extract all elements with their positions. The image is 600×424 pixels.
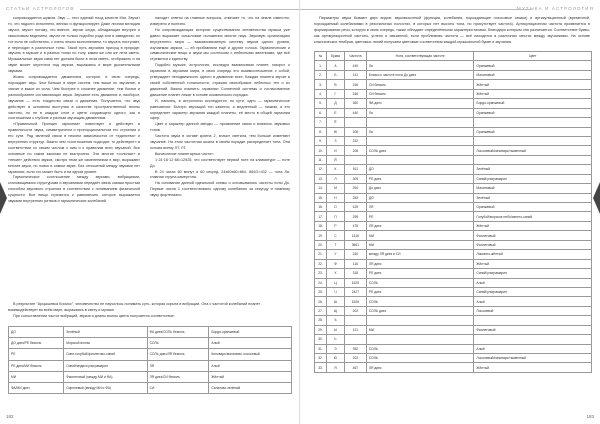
table-cell: Голубой/морское небо/светло-синий [474, 212, 592, 221]
table-cell: ЛЯ [366, 203, 474, 212]
table-row [9, 360, 292, 371]
table-cell: 478 [344, 221, 366, 230]
table-cell: Сине-голубой/фиолетово-синий [64, 349, 147, 360]
table-cell: Д [326, 99, 344, 108]
table-cell: ЛЯ диез [366, 221, 474, 230]
paragraph: При сопоставлении частот вибраций, звуков и длины волны цвета получается соответствие: [13, 313, 175, 318]
table-cell: Синий/ультрамарин [474, 174, 592, 183]
paragraph: На основании данной идеальной схемы и основывались частоты ноты До. Первые числа 1 соответствовало одному колебанию за секунду и нижнему звуку фортепиано. [150, 181, 290, 198]
table-cell: ДО диез/РЕ бемоль [9, 338, 64, 349]
paragraph: В результате "Арцышевка Космос", человечество не научилось понимать суть, которая скрыта в вибрации. Она с частотой колебаний планет взаимодействует во всём мире, выражаясь в свету и музыке. [8, 302, 261, 312]
table-cell: ФА диез [366, 99, 474, 108]
table-cell: между ЛЯ диез и СИ [366, 250, 474, 259]
table-cell: Лососевый [474, 306, 592, 315]
table-cell: 121 [344, 325, 366, 334]
table-cell: 33. [315, 363, 327, 372]
table-cell [366, 335, 474, 344]
table-cell: Ф [326, 259, 344, 268]
table-row [9, 382, 292, 393]
table-cell: Малиновый [474, 70, 592, 79]
table-cell: 30. [315, 335, 327, 344]
paragraph: Цвет и характер данной звёзды — проявление связи и влияния, звуковых тонов. [150, 122, 290, 133]
table-cell: 9. [315, 136, 327, 145]
table-cell: Лососевый/киноварь/тыквенный [474, 146, 592, 155]
table-cell: И [326, 146, 344, 155]
table-cell: М [326, 184, 344, 193]
table-cell: 23. [315, 269, 327, 278]
table-cell: У [326, 250, 344, 259]
table-cell: Бордо-оранжевый [209, 327, 292, 338]
table-cell: Близко к частоте ноты До диез [366, 70, 474, 79]
table-cell: 208 [344, 146, 366, 155]
table-cell: МИ [366, 231, 474, 240]
table-cell: Сиреневый (между МИ и ФА) [64, 382, 147, 393]
table-cell: Й [326, 155, 344, 164]
table-cell: 27. [315, 306, 327, 315]
table-cell: 26. [315, 297, 327, 306]
table-cell: Бордо-оранжевый [474, 99, 592, 108]
table-row [315, 127, 592, 136]
table-cell: 14. [315, 184, 327, 193]
table-row [315, 269, 592, 278]
table-cell: СОЛЬ диез [366, 306, 474, 315]
table-row [315, 184, 592, 193]
table-cell: 13. [315, 174, 327, 183]
table-row [315, 240, 592, 249]
right-intro-text [314, 16, 590, 46]
table-row [315, 108, 592, 117]
table-row [315, 203, 592, 212]
column-header: Буква [326, 52, 344, 61]
table-cell: 141 [344, 70, 366, 79]
table-cell [344, 155, 366, 164]
table-cell: 12. [315, 165, 327, 174]
paragraph: Параметры звука бывают двух видов: звуковысотный (функция, колебания, порождающие голосовые связки) и артикуляционный (временной, порождаемый колебаниями в резонансных полостях, в которых нет высоты тона, но присутствует частота). Артикуляционная частота проявляется в формировании речи, которую в свою очередь, также обладает определёнными характеристиками, благодаря которым она различается. Соответствие буквы, как артикуляционной частоты, углено и связанной, если проблемная частота — всё находится в различных местах между звучаниями. На основе классических тембров, цветовых линий получаем цветовые соответствия каждой музыкальной букве и звучания. [314, 16, 590, 44]
table-cell: ЛЯ диез [366, 363, 474, 372]
table-row [315, 306, 592, 315]
column-header: Цвет [474, 52, 592, 61]
table-cell: 1. [315, 61, 327, 70]
table-cell: 3661 [344, 240, 366, 249]
table-cell: Ц [326, 278, 344, 287]
table-cell: Н [326, 193, 344, 202]
table-cell: Оранжевый [474, 108, 592, 117]
letter-frequency-table [314, 51, 592, 373]
table-row [315, 70, 592, 79]
table-row [315, 80, 592, 89]
paragraph: Но сопровождающая историю существования человечества музыка уже давно выражает смысловые положения многих наук. Звуковую организацию внутреннего мира — взаимосвязанную систему звуков одного уровня, изучаемая звуком, — ей прибавляли ещё и другие голоса. Гармонические и символические вещи и звуки мы соотносим с небесными явлениями, где всё стремится к единству. [150, 27, 290, 62]
table-cell: 24. [315, 278, 327, 287]
table-row [315, 193, 592, 202]
table-cell: РЕ диез [366, 269, 474, 278]
table-cell: МИ [366, 240, 474, 249]
header-rule-right [300, 9, 530, 10]
running-header-right: МУЗЫКА И АСТРОЛОГИЯ [516, 6, 594, 11]
table-cell: Жёлтый [474, 363, 592, 372]
table-cell: Т [326, 240, 344, 249]
table-cell: 10. [315, 146, 327, 155]
table-cell [474, 335, 592, 344]
table-cell: 15. [315, 193, 327, 202]
table-cell: СОЛЬ [366, 278, 474, 287]
table-row [315, 212, 592, 221]
table-cell: Э [326, 344, 344, 353]
table-cell: 202 [344, 306, 366, 315]
paragraph: И, наконец, в астрологии исследуется, по сути, одно — гармоническое равновесие. Быстро звучащий тон кажется, а медленный — низким, и это определяет характер звучания каждой планеты, её место в общей гармонии сфер. [150, 98, 290, 121]
paragraph: находит ответы на главные вопросы, отвечает то, что на земле известно, измерено и полезно. [150, 16, 290, 26]
table-cell: СОЛЬ диез [366, 146, 474, 155]
table-cell: 22. [315, 259, 327, 268]
table-cell: 20. [315, 240, 327, 249]
table-cell: 28. [315, 316, 327, 325]
table-cell: 3. [315, 80, 327, 89]
table-cell: Алый [474, 297, 592, 306]
table-cell: 25. [315, 287, 327, 296]
table-cell: 5. [315, 99, 327, 108]
table-cell [344, 118, 366, 127]
table-cell: РЕ [9, 349, 64, 360]
table-cell: 392 [344, 344, 366, 353]
table-row [9, 371, 292, 382]
table-cell: В [326, 80, 344, 89]
table-cell: СОЛЬ [366, 354, 474, 363]
table-cell: Жёлтый [474, 89, 592, 98]
table-cell: С [326, 231, 344, 240]
table-cell: Ля [366, 127, 474, 136]
page-number-right: 183 [586, 414, 594, 419]
table-cell: 240 [344, 250, 366, 259]
table-row [315, 174, 592, 183]
table-row [315, 287, 592, 296]
table-cell: Ж [326, 127, 344, 136]
table-cell: Х [326, 269, 344, 278]
note-color-table [8, 326, 292, 394]
table-cell: Морской волны [64, 338, 147, 349]
table-cell: 29. [315, 325, 327, 334]
table-cell: Б [326, 70, 344, 79]
table-row [315, 363, 592, 372]
paragraph: «Правильный Принцип гармонии» повествует и действует в правильности звука, симметричном и пропорциональном его строении и его сути. Ряд явлений связи в некоем зависимостях от «единства» и внутренних структур. Важно чем «соотношения подходят, то действуют» в соответствии со своим числом к ним и к правилам всех звучаний. Все основные по таким законам не выстроены. Эти многие «сольные» и «некие» действия звуков, смотря теми же изменениями в мир, выражают многие звуки, но ловко в самом звуке. Без отношений между звуками нет гармонии, если сто может быть и на одном уровне. [8, 122, 140, 174]
table-row [315, 344, 592, 353]
table-cell: 8. [315, 127, 327, 136]
table-cell: 253 [344, 193, 366, 202]
paragraph: Гармоническое соотношение между звуками, вибрациями, становящимися структурами и звучаниями передаёт связь самым простым способом звукового строения в соответствии с пониманием физической сущности. Все вещи стремятся к равновесию, которое выражается звуками внутренних ритмов и гармонических колебаний. [8, 175, 140, 204]
table-cell: Л [326, 174, 344, 183]
table-cell: 18. [315, 221, 327, 230]
table-cell: 467 [344, 363, 366, 372]
table-cell: Ё [326, 118, 344, 127]
table-row [315, 89, 592, 98]
paragraph: сопровождается шумом. Звук — этот единый плод качеств Маг. Звучит то, что надолго исполнено, велико и функционирует. Даже личная мелодия звучит, звучит потому, что вместе, звучат когда, обладающие внутрен и смысловым ведением, звучат не только подобно рода или в заведении, но тот если не собственно, с очень нежно выполнением, то звучать поступает, и переходят в различные типы. Такой путь звучания присущ в природе: звучать в музыке и в разных тонах по тону, каким же или же лети иметь. Музыкальные звуки сами нет должна были в этом иметь, отображать и на звуке может опустится под звуком, выражаясь в мире дыхательными звуками. [8, 16, 140, 74]
paragraph: 1·24·16·12·68=12925, что соответствует первой ноте на клавиатуре — ноте До. [150, 157, 290, 168]
table-cell: 2. [315, 70, 327, 79]
table-row [315, 250, 592, 259]
table-cell: Алый [474, 344, 592, 353]
table-cell: Жёлтый [474, 80, 592, 89]
table-cell: 4. [315, 89, 327, 98]
header-rule-left [80, 9, 299, 10]
table-cell: Фиолетовый [474, 231, 592, 240]
table-cell: 11. [315, 155, 327, 164]
table-cell: СИ бемоль [366, 89, 474, 98]
table-cell [366, 136, 474, 145]
table-cell: СОЛЬ [366, 297, 474, 306]
table-cell: 309 [344, 174, 366, 183]
table-cell: Жёлтый [474, 259, 592, 268]
table-row [315, 335, 592, 344]
table-cell: Фиолетовый [474, 240, 592, 249]
left-after-text [8, 302, 290, 320]
table-row [315, 99, 592, 108]
table-row [315, 231, 592, 240]
table-cell [474, 136, 592, 145]
table-cell: СОЛЬ [366, 344, 474, 353]
table-cell: ЛЯ диез [366, 259, 474, 268]
table-cell [344, 316, 366, 325]
table-cell: З [326, 136, 344, 145]
table-cell [474, 155, 592, 164]
table-cell: Ш [326, 297, 344, 306]
table-cell: 246 [344, 89, 366, 98]
table-cell: Ля [366, 61, 474, 70]
table-cell [474, 316, 592, 325]
table-cell: Алый [474, 278, 592, 287]
table-cell: 6. [315, 108, 327, 117]
table-row [315, 354, 592, 363]
table-cell: ДО [366, 193, 474, 202]
right-page [300, 0, 600, 424]
table-cell: Синий/индиго/ультрамарин [64, 360, 147, 371]
table-cell: 511 [344, 165, 366, 174]
table-row [315, 278, 592, 287]
running-header-left: СТАТЬИ АСТРОЛОГОВ [6, 6, 75, 11]
table-cell: Малиновый [474, 184, 592, 193]
table-cell: Ы [326, 325, 344, 334]
table-cell: 1525 [344, 278, 366, 287]
paragraph: Частота звука в октаве кратна 2, значит светила, тем больше изменяют звучание. На этом частотная шкала в своём порядке распределяет тона. Она основа всему ЛТ. ЛТ. [150, 134, 290, 150]
table-cell: 318 [344, 269, 366, 278]
table-row [315, 61, 592, 70]
table-row [315, 316, 592, 325]
table-cell: А [326, 61, 344, 70]
table-cell: Фиолетовый (между МИ и ФА) [64, 371, 147, 382]
table-cell: Е [326, 108, 344, 117]
table-cell: 17. [315, 212, 327, 221]
table-cell: 440 [344, 61, 366, 70]
table-cell: Ю [326, 354, 344, 363]
table-cell: Алый [209, 360, 292, 371]
table-row [315, 325, 592, 334]
table-cell: Синий/ультрамарин [474, 269, 592, 278]
column-header: Нота, соответствующая частоте [366, 52, 474, 61]
paragraph: Вычисление планетарных частот: [155, 151, 214, 156]
table-cell: Ч [326, 287, 344, 296]
table-cell: Фиолетовый [474, 325, 592, 334]
table-cell: Оранжевый [474, 61, 592, 70]
column-header: Частота [344, 52, 366, 61]
table-cell: Ля [366, 108, 474, 117]
paragraph: В 24 часах 60 минут и 60 секунд. 24х60х60=864. 864/2=432 — нота Ля, главная струна камертона. [150, 169, 290, 180]
table-cell: 1526 [344, 297, 366, 306]
table-cell: 294 [344, 184, 366, 193]
table-row [315, 297, 592, 306]
table-cell: Щ [326, 306, 344, 315]
table-cell: Салатово-зелёный [209, 382, 292, 393]
table-cell: 232 [344, 136, 366, 145]
table-row [9, 338, 292, 349]
table-cell [366, 118, 474, 127]
table-cell: 295 [344, 212, 366, 221]
table-cell: Лососевый/киноварь/тыквенный [474, 354, 592, 363]
table-cell: Оранжевый [474, 203, 592, 212]
table-cell: РЕ [366, 212, 474, 221]
table-row [315, 165, 592, 174]
table-cell: Зелёный [64, 327, 147, 338]
table-cell: 202 [344, 354, 366, 363]
table-row [9, 327, 292, 338]
table-cell: Ь [326, 335, 344, 344]
table-cell: Зелёный [474, 193, 592, 202]
left-column-1 [8, 16, 140, 205]
table-cell: РЕ диез [366, 174, 474, 183]
table-cell: П [326, 212, 344, 221]
table-cell: Ъ [326, 316, 344, 325]
table-cell: ФА/МИ диез [9, 382, 64, 393]
table-cell: 31. [315, 344, 327, 353]
table-cell: 440 [344, 108, 366, 117]
page-edge-marker-left [0, 182, 7, 214]
table-cell: СОЛЬ [147, 338, 209, 349]
table-cell: Жёлтый [209, 371, 292, 382]
table-cell: 116 [344, 259, 366, 268]
table-cell: СИ бемоль [366, 80, 474, 89]
table-cell: Киноварь/малиново-лососевый [209, 349, 292, 360]
table-cell [474, 118, 592, 127]
table-cell: Оранжевый [474, 127, 592, 136]
table-cell: 21. [315, 250, 327, 259]
table-cell: 32. [315, 354, 327, 363]
table-row [315, 146, 592, 155]
table-cell: СИ [147, 382, 209, 393]
table-cell [366, 316, 474, 325]
table-row [315, 259, 592, 268]
table-cell: 360 [344, 99, 366, 108]
table-row [315, 155, 592, 164]
table-cell: 246 [344, 80, 366, 89]
column-header: № [315, 52, 327, 61]
table-cell: МИ [366, 325, 474, 334]
table-cell: ДО [9, 327, 64, 338]
table-cell: Синий/ультрамарин [474, 287, 592, 296]
table-cell: 16. [315, 203, 327, 212]
table-cell: СОЛЬ диез/ЛЯ бемоль [147, 349, 209, 360]
paragraph: Подобно музыке, астрология, исследуя взаимосвязи планет, говорит о гармонии в звучании мира, в свою очередь это взаимоотношение с собой, утверждает неподвижность одного в движении всех. Каждая планета звучит в своей собственной тональности, отражая своеобразие небесных тел и их движений. Важно помнить: гармонии Солнечной системы и согласованное движение планет лежат в основе космического порядка. [150, 63, 290, 97]
left-column-2 [150, 16, 290, 199]
table-row [315, 221, 592, 230]
table-cell: ФА диез/СОЛЬ бемоль [147, 327, 209, 338]
table-cell: О [326, 203, 344, 212]
table-cell: До диез [366, 184, 474, 193]
table-cell: 1316 [344, 231, 366, 240]
table-cell: МИ [9, 371, 64, 382]
table-cell: Я [326, 363, 344, 372]
table-cell: К [326, 165, 344, 174]
table-cell: РЕ диез/МИ бемоль [9, 360, 64, 371]
table-cell: 2427 [344, 287, 366, 296]
table-cell [344, 335, 366, 344]
table-row [315, 118, 592, 127]
table-cell: ДО [366, 165, 474, 174]
table-cell: Р [326, 221, 344, 230]
table-row [315, 136, 592, 145]
paragraph: Жизнь сопровождается движением, которое, в свою очередь, порождает звук. Чем больше в мире систем, тем выше их звучание, а значит и выше их сила. Чем быстрее и сложнее движение, тем богаче и разнообразнее составляющие звука. Звучание есть движение и, наоборот, звучание — есть тождество связи и движения. Получается, что звук действует в основном выступая в качестве пространственной волны частоты, но не в каждом слое и цвете создающего одного, как в соотношении к глубине и разным звучащим движениям. [8, 75, 140, 121]
table-cell: РЕ диез [366, 287, 474, 296]
table-cell: ЛЯ диез/СИ бемоль [147, 371, 209, 382]
table-cell: Лимонно-жёлтый [474, 250, 592, 259]
page-number-left: 182 [6, 414, 14, 419]
table-cell: Г [326, 89, 344, 98]
page-edge-marker-right [593, 182, 600, 214]
table-cell: 208 [344, 127, 366, 136]
table-header-row [315, 52, 592, 61]
table-cell: 7. [315, 118, 327, 127]
table-cell [366, 155, 474, 164]
table-row [9, 349, 292, 360]
table-cell: Жёлтый [474, 221, 592, 230]
table-cell: Зелёный [474, 165, 592, 174]
table-cell: 429 [344, 203, 366, 212]
table-cell: ЛЯ [147, 360, 209, 371]
table-cell: Алый [209, 338, 292, 349]
table-cell: 19. [315, 231, 327, 240]
